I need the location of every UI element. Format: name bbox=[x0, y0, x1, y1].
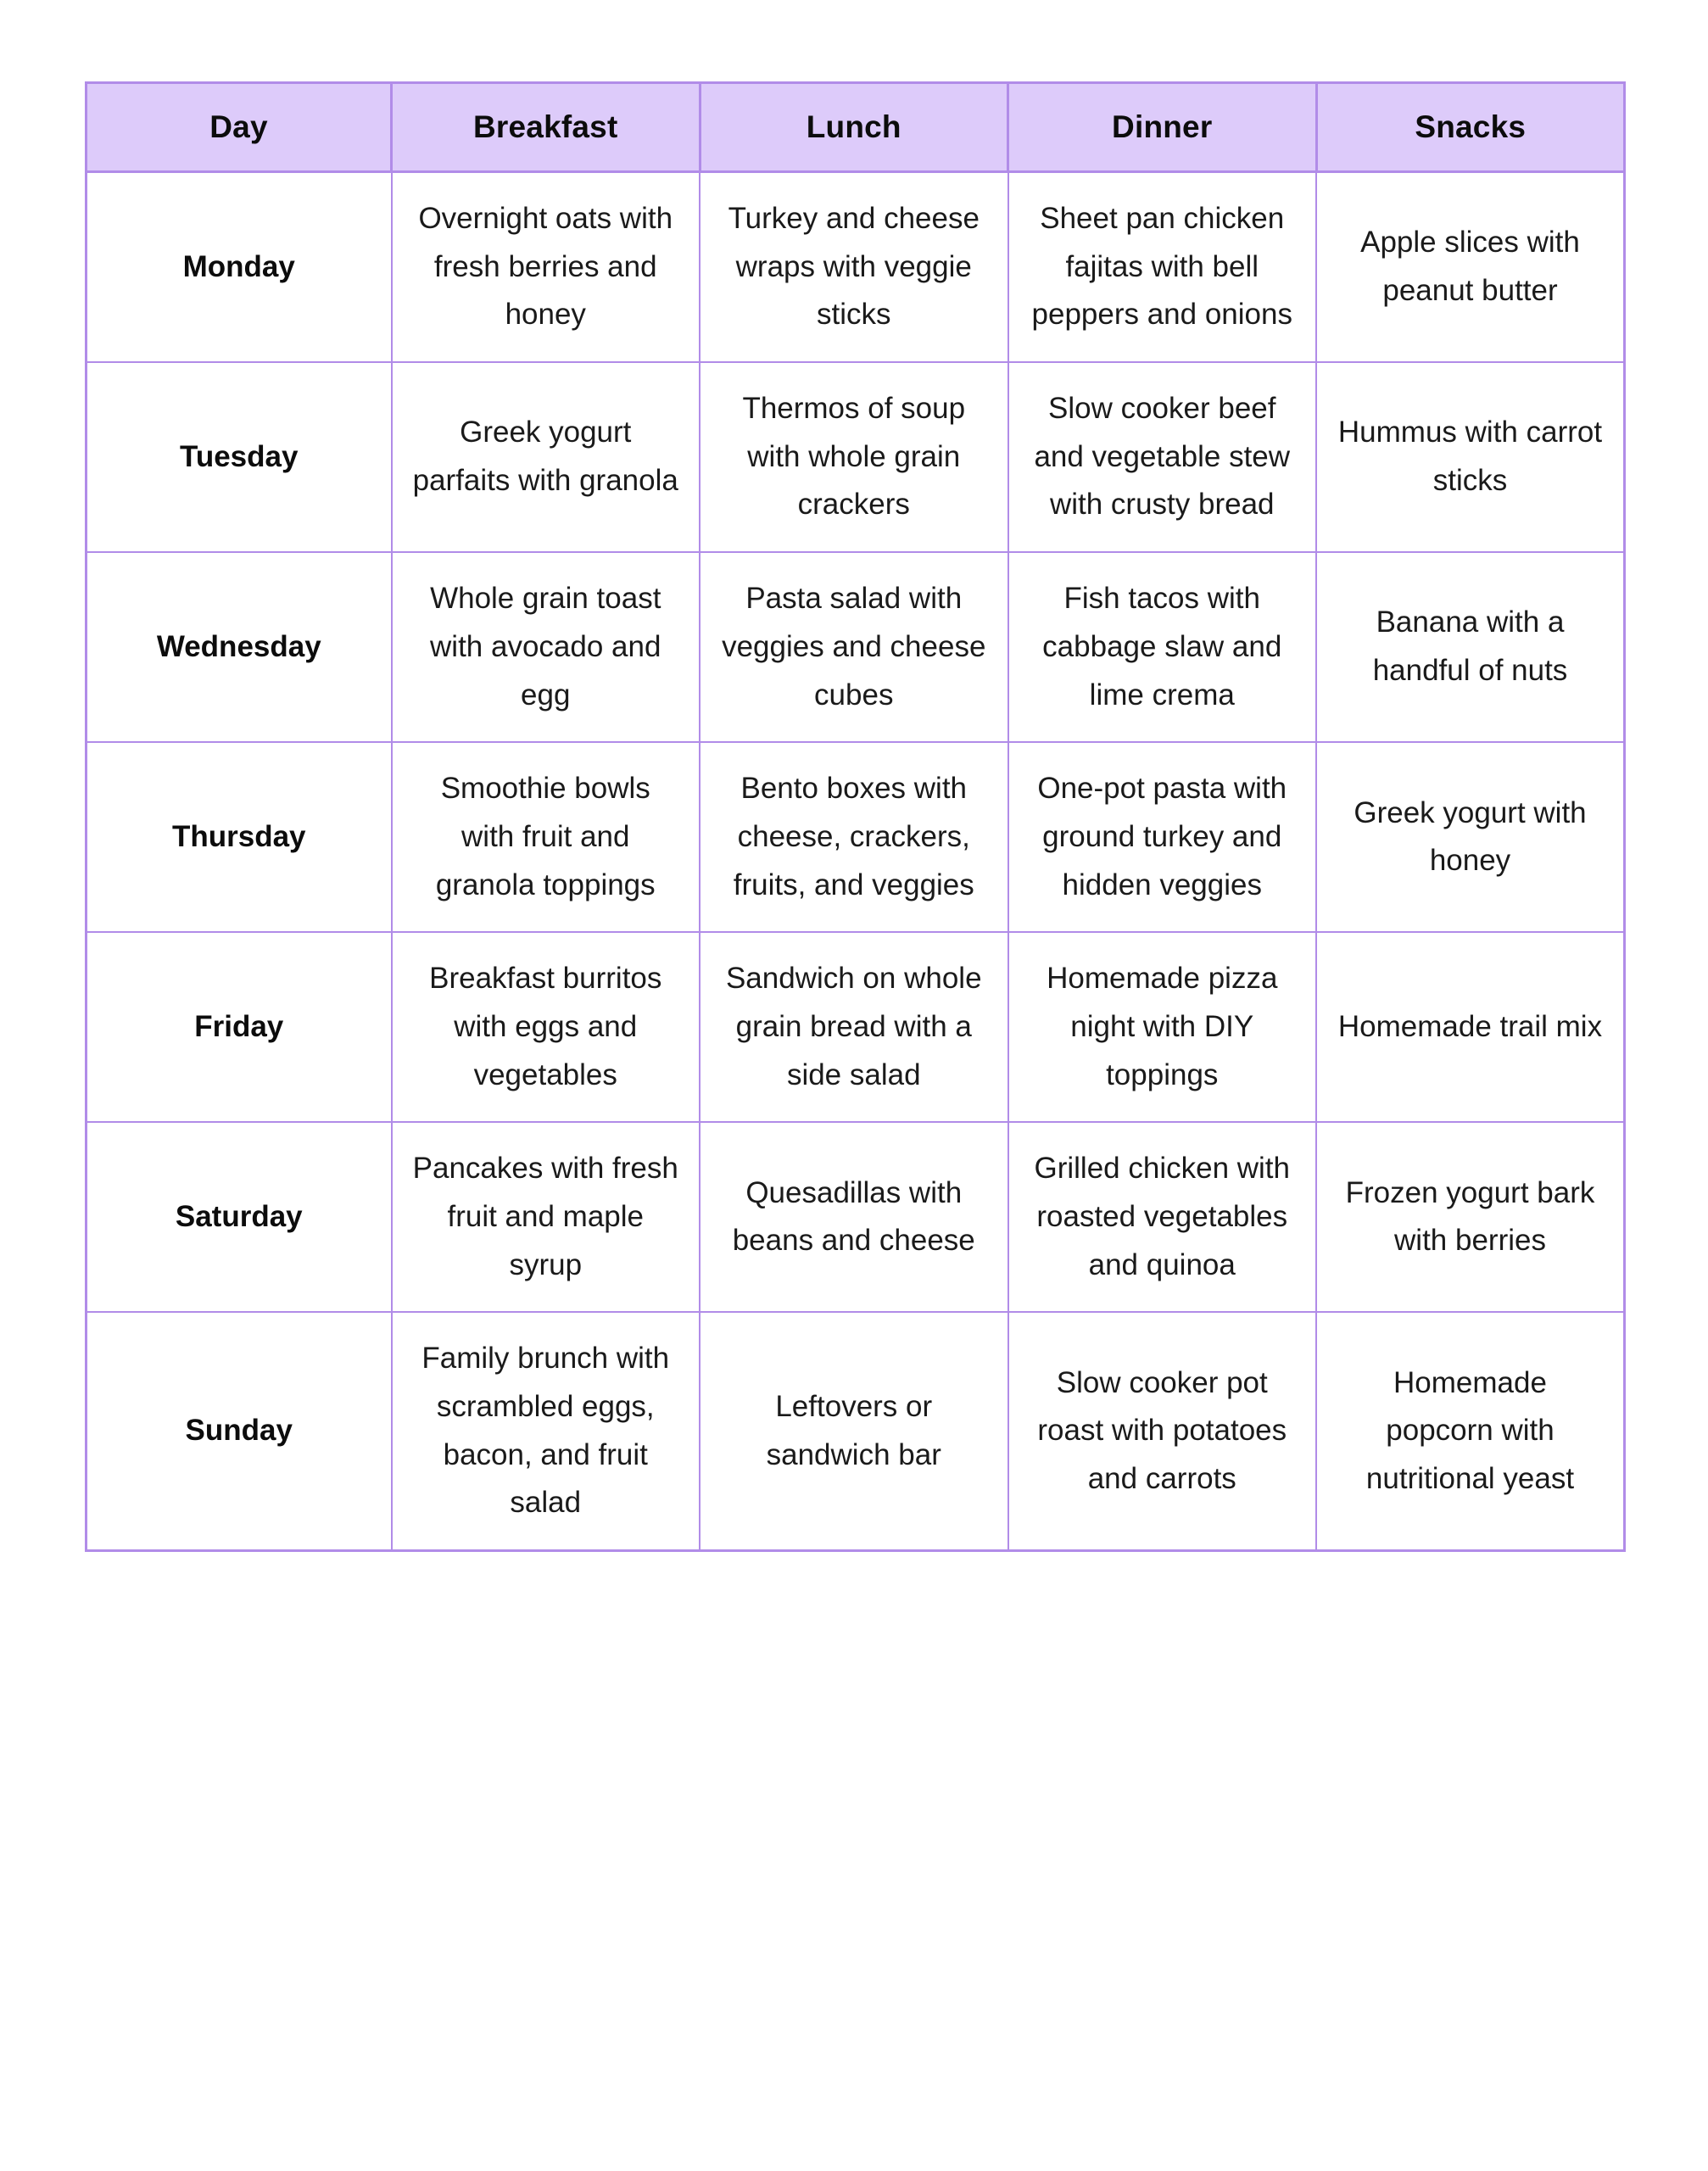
cell-snacks: Frozen yogurt bark with berries bbox=[1316, 1122, 1625, 1312]
cell-dinner: One-pot pasta with ground turkey and hidden veggies bbox=[1008, 742, 1317, 932]
header-row bbox=[87, 83, 1625, 172]
cell-day: Friday bbox=[87, 932, 392, 1122]
cell-dinner: Slow cooker pot roast with potatoes and carrots bbox=[1008, 1312, 1317, 1550]
table-row bbox=[87, 362, 1625, 552]
table-row bbox=[87, 1312, 1625, 1550]
cell-snacks: Hummus with carrot sticks bbox=[1316, 362, 1625, 552]
weekly-meal-plan-table bbox=[85, 81, 1626, 1552]
column-header-lunch: Lunch bbox=[700, 83, 1008, 172]
table-row bbox=[87, 742, 1625, 932]
cell-lunch: Leftovers or sandwich bar bbox=[700, 1312, 1008, 1550]
column-header-breakfast: Breakfast bbox=[392, 83, 701, 172]
cell-breakfast: Greek yogurt parfaits with granola bbox=[392, 362, 701, 552]
cell-day: Wednesday bbox=[87, 552, 392, 742]
cell-breakfast: Whole grain toast with avocado and egg bbox=[392, 552, 701, 742]
table-row bbox=[87, 932, 1625, 1122]
cell-dinner: Sheet pan chicken fajitas with bell peppers and onions bbox=[1008, 172, 1317, 363]
cell-lunch: Quesadillas with beans and cheese bbox=[700, 1122, 1008, 1312]
cell-lunch: Thermos of soup with whole grain crackers bbox=[700, 362, 1008, 552]
table-body bbox=[87, 172, 1625, 1551]
cell-breakfast: Breakfast burritos with eggs and vegetables bbox=[392, 932, 701, 1122]
cell-breakfast: Overnight oats with fresh berries and honey bbox=[392, 172, 701, 363]
column-header-day: Day bbox=[87, 83, 392, 172]
cell-lunch: Turkey and cheese wraps with veggie sticks bbox=[700, 172, 1008, 363]
table-row bbox=[87, 172, 1625, 363]
cell-snacks: Homemade popcorn with nutritional yeast bbox=[1316, 1312, 1625, 1550]
cell-lunch: Bento boxes with cheese, crackers, fruits, and veggies bbox=[700, 742, 1008, 932]
cell-breakfast: Pancakes with fresh fruit and maple syrup bbox=[392, 1122, 701, 1312]
cell-snacks: Apple slices with peanut butter bbox=[1316, 172, 1625, 363]
table-row bbox=[87, 1122, 1625, 1312]
cell-day: Thursday bbox=[87, 742, 392, 932]
cell-breakfast: Smoothie bowls with fruit and granola toppings bbox=[392, 742, 701, 932]
cell-day: Monday bbox=[87, 172, 392, 363]
cell-dinner: Fish tacos with cabbage slaw and lime crema bbox=[1008, 552, 1317, 742]
cell-snacks: Homemade trail mix bbox=[1316, 932, 1625, 1122]
cell-day: Tuesday bbox=[87, 362, 392, 552]
cell-day: Saturday bbox=[87, 1122, 392, 1312]
cell-day: Sunday bbox=[87, 1312, 392, 1550]
table-header bbox=[87, 83, 1625, 172]
cell-lunch: Sandwich on whole grain bread with a side salad bbox=[700, 932, 1008, 1122]
cell-lunch: Pasta salad with veggies and cheese cubes bbox=[700, 552, 1008, 742]
column-header-snacks: Snacks bbox=[1316, 83, 1625, 172]
cell-dinner: Grilled chicken with roasted vegetables and quinoa bbox=[1008, 1122, 1317, 1312]
cell-snacks: Greek yogurt with honey bbox=[1316, 742, 1625, 932]
table-row bbox=[87, 552, 1625, 742]
cell-dinner: Homemade pizza night with DIY toppings bbox=[1008, 932, 1317, 1122]
column-header-dinner: Dinner bbox=[1008, 83, 1317, 172]
cell-dinner: Slow cooker beef and vegetable stew with crusty bread bbox=[1008, 362, 1317, 552]
cell-breakfast: Family brunch with scrambled eggs, bacon, and fruit salad bbox=[392, 1312, 701, 1550]
cell-snacks: Banana with a handful of nuts bbox=[1316, 552, 1625, 742]
